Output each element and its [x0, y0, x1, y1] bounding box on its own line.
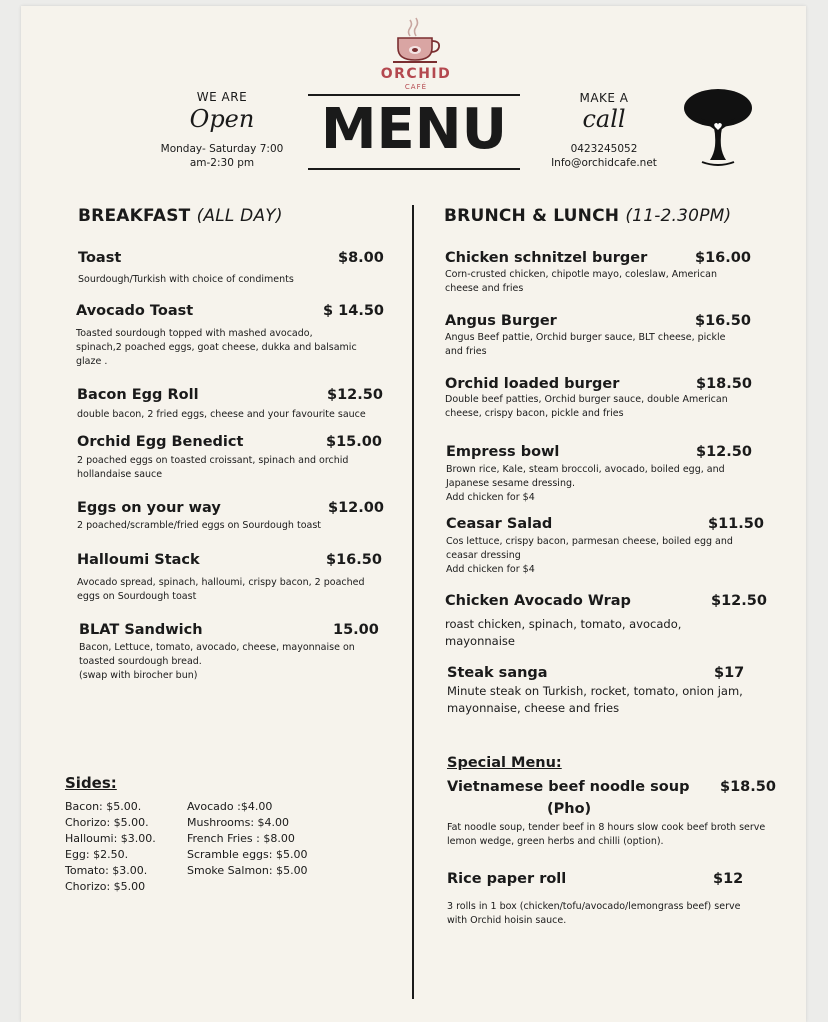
cafe-logo-sub: CAFÉ	[404, 83, 428, 91]
breakfast-item-desc: toasted sourdough bread.	[79, 656, 202, 667]
lunch-item-desc: Japanese sesame dressing.	[446, 478, 576, 489]
side-item: Halloumi: $3.00.	[65, 832, 156, 845]
side-item: Avocado :$4.00	[187, 800, 273, 813]
special-menu-title: Special Menu:	[447, 755, 562, 771]
lunch-item-desc: Angus Beef pattie, Orchid burger sauce, BLT cheese, pickle	[445, 332, 726, 343]
contact-phone: 0423245052	[570, 143, 638, 155]
lunch-item-desc: Corn-crusted chicken, chipotle mayo, coleslaw, American	[445, 269, 717, 280]
special-item-name: Vietnamese beef noodle soup	[447, 779, 690, 795]
lunch-item-name: Chicken Avocado Wrap	[445, 593, 631, 609]
side-item: Tomato: $3.00.	[65, 864, 148, 877]
breakfast-item-price: $15.00	[326, 434, 382, 450]
breakfast-subtitle: (ALL DAY)	[196, 206, 283, 226]
breakfast-item-desc: spinach,2 poached eggs, goat cheese, dukka and balsamic	[76, 342, 357, 353]
breakfast-item-name: Avocado Toast	[76, 303, 194, 319]
lunch-item-name: Ceasar Salad	[446, 516, 553, 532]
lunch-item-desc: cheese and fries	[445, 283, 524, 294]
side-item: Smoke Salmon: $5.00	[187, 864, 308, 877]
breakfast-item-desc: eggs on Sourdough toast	[77, 591, 197, 602]
breakfast-item-price: $8.00	[338, 250, 384, 266]
lunch-item-desc: mayonnaise	[445, 634, 515, 648]
lunch-item-desc: Double beef patties, Orchid burger sauce, double American	[445, 394, 728, 405]
lunch-item-desc: Brown rice, Kale, steam broccoli, avocado, boiled egg, and	[446, 464, 725, 475]
title-rule-bottom	[308, 168, 520, 170]
contact-email: Info@orchidcafe.net	[551, 157, 657, 169]
breakfast-item-desc: (swap with birocher bun)	[79, 670, 198, 681]
sides-list-left	[65, 799, 156, 895]
breakfast-item-name: Orchid Egg Benedict	[77, 434, 244, 450]
page-title: MENU	[320, 97, 508, 162]
sides-list-right	[187, 799, 308, 879]
cafe-logo-cup-icon	[390, 16, 442, 66]
breakfast-item-desc: hollandaise sauce	[77, 469, 163, 480]
lunch-item-name: Chicken schnitzel burger	[445, 250, 648, 266]
sides-title: Sides:	[65, 774, 117, 792]
breakfast-item-price: $16.50	[326, 552, 382, 568]
hours-script: Open	[189, 105, 255, 133]
lunch-item-price: $12.50	[696, 444, 752, 460]
breakfast-item-price: $12.50	[327, 387, 383, 403]
tree-icon	[682, 88, 754, 170]
cafe-logo-name: ORCHID	[380, 66, 452, 82]
special-item-name-2: (Pho)	[547, 801, 592, 817]
side-item: Bacon: $5.00.	[65, 800, 142, 813]
breakfast-item-desc: Sourdough/Turkish with choice of condiments	[78, 274, 294, 285]
breakfast-item-name: Bacon Egg Roll	[77, 387, 199, 403]
lunch-item-name: Angus Burger	[445, 313, 557, 329]
side-item: Chorizo: $5.00	[65, 880, 146, 893]
lunch-subtitle: (11-2.30PM)	[625, 206, 732, 226]
side-item: Scramble eggs: $5.00	[187, 848, 308, 861]
lunch-item-price: $17	[714, 665, 745, 681]
special-item-name: Rice paper roll	[447, 871, 567, 887]
breakfast-item-desc: Toasted sourdough topped with mashed avocado,	[76, 328, 313, 339]
contact-label: MAKE A	[579, 91, 629, 105]
special-item-price: $12	[713, 871, 744, 887]
lunch-item-desc: roast chicken, spinach, tomato, avocado,	[445, 617, 682, 631]
lunch-item-desc: ceasar dressing	[446, 550, 521, 561]
lunch-item-name: Steak sanga	[447, 665, 548, 681]
lunch-item-price: $16.50	[695, 313, 751, 329]
breakfast-item-desc: 2 poached/scramble/fried eggs on Sourdough toast	[77, 520, 321, 531]
lunch-item-price: $18.50	[696, 376, 752, 392]
lunch-item-desc: Add chicken for $4	[446, 492, 535, 503]
breakfast-item-price: $ 14.50	[323, 303, 385, 319]
special-item-desc: with Orchid hoisin sauce.	[447, 915, 567, 926]
lunch-item-price: $11.50	[708, 516, 764, 532]
breakfast-item-name: Halloumi Stack	[77, 552, 200, 568]
breakfast-item-name: Eggs on your way	[77, 500, 221, 516]
column-divider	[412, 205, 414, 999]
breakfast-item-name: BLAT Sandwich	[79, 622, 203, 638]
lunch-item-price: $12.50	[711, 593, 767, 609]
lunch-title	[444, 206, 731, 226]
hours-label: WE ARE	[196, 90, 248, 104]
lunch-item-price: $16.00	[695, 250, 751, 266]
breakfast-item-desc: glaze .	[76, 356, 108, 367]
breakfast-item-desc: Bacon, Lettuce, tomato, avocado, cheese, mayonnaise on	[79, 642, 355, 653]
lunch-item-name: Empress bowl	[446, 444, 560, 460]
breakfast-item-desc: double bacon, 2 fried eggs, cheese and your favourite sauce	[77, 409, 366, 420]
lunch-item-desc: Cos lettuce, crispy bacon, parmesan cheese, boiled egg and	[446, 536, 733, 547]
breakfast-item-desc: Avocado spread, spinach, halloumi, crispy bacon, 2 poached	[77, 577, 365, 588]
contact-script: call	[582, 105, 626, 133]
lunch-item-desc: Minute steak on Turkish, rocket, tomato, onion jam,	[447, 684, 743, 698]
special-item-price: $18.50	[720, 779, 776, 795]
lunch-item-name: Orchid loaded burger	[445, 376, 620, 392]
special-item-desc: 3 rolls in 1 box (chicken/tofu/avocado/lemongrass beef) serve	[447, 901, 741, 912]
lunch-item-desc: Add chicken for $4	[446, 564, 535, 575]
special-item-desc: lemon wedge, green herbs and chilli (option).	[447, 836, 664, 847]
special-item-desc: Fat noodle soup, tender beef in 8 hours slow cook beef broth serve	[447, 822, 766, 833]
breakfast-item-name: Toast	[78, 250, 122, 266]
hours-line-1: Monday- Saturday 7:00	[160, 143, 284, 155]
breakfast-item-desc: 2 poached eggs on toasted croissant, spinach and orchid	[77, 455, 349, 466]
side-item: Egg: $2.50.	[65, 848, 129, 861]
lunch-title-text: BRUNCH & LUNCH	[444, 206, 620, 226]
side-item: French Fries : $8.00	[187, 832, 295, 845]
side-item: Mushrooms: $4.00	[187, 816, 290, 829]
breakfast-title	[78, 206, 283, 226]
breakfast-item-price: 15.00	[333, 622, 379, 638]
breakfast-title-text: BREAKFAST	[78, 206, 191, 226]
side-item: Chorizo: $5.00.	[65, 816, 149, 829]
breakfast-item-price: $12.00	[328, 500, 384, 516]
lunch-item-desc: mayonnaise, cheese and fries	[447, 701, 620, 715]
lunch-item-desc: cheese, crispy bacon, pickle and fries	[445, 408, 624, 419]
hours-line-2: am-2:30 pm	[189, 157, 255, 169]
title-rule-top	[308, 94, 520, 96]
lunch-item-desc: and fries	[445, 346, 487, 357]
